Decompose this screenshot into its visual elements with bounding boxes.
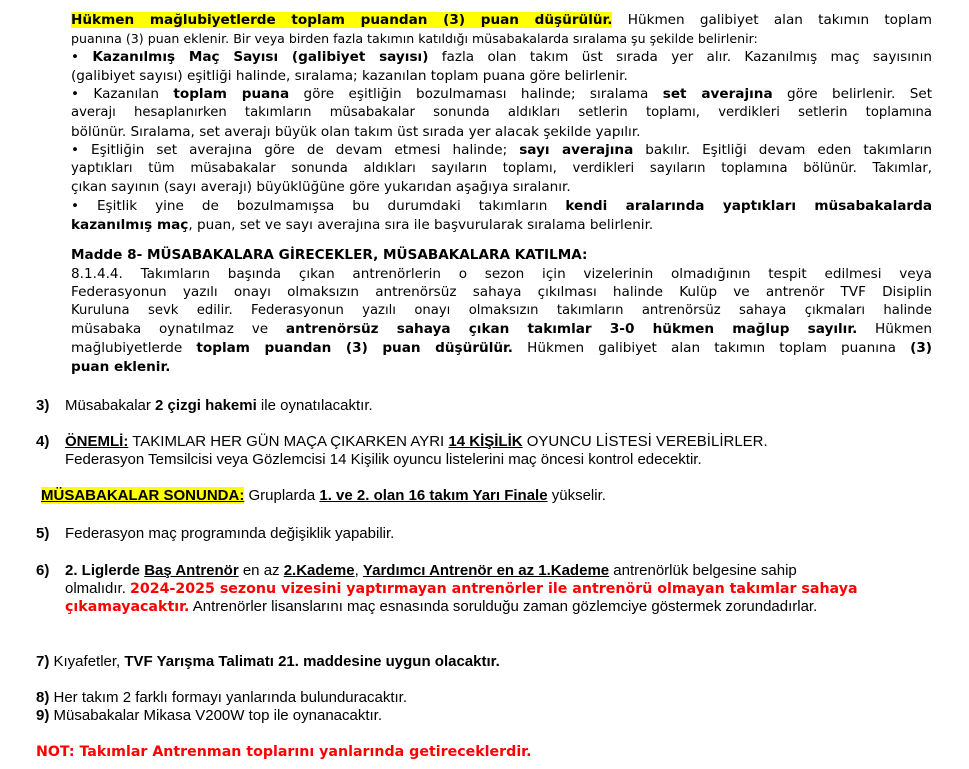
madde8-line-6: puan eklenir. (71, 358, 171, 375)
end-of-matches: MÜSABAKALAR SONUNDA: Gruplarda 1. ve 2. olan 16 takım Yarı Finale yükselir. (41, 487, 606, 504)
item-6-line-2: olmalıdır. 2024-2025 sezonu vizesini yaptırmayan antrenörler ile antrenörü olmayan takımlar sahaya (65, 580, 858, 597)
end-of-matches-label: MÜSABAKALAR SONUNDA: (41, 487, 245, 504)
madde8-line-1: 8.1.4.4. Takımların başında çıkan antrenörlerin o sezon için vizelerinin olmadığının tespit edilmesi veya (71, 265, 932, 282)
item-4-line-2: Federasyon Temsilcisi veya Gözlemcisi 14 Kişilik oyuncu listelerini maç öncesi kontrol edecektir. (65, 451, 702, 468)
item-6-line-3: çıkamayacaktır. Antrenörler lisanslarını maç esnasında sorulduğu zaman gözlemciye göstermek zorundadırlar. (65, 598, 818, 615)
item-5: 5) Federasyon maç programında değişiklik yapabilir. (36, 525, 395, 542)
note-text: NOT: Takımlar Antrenman toplarını yanlarında getireceklerdir. (36, 744, 532, 760)
ranking-line-12: kazanılmış maç, puan, set ve sayı averajına sıra ile başvurularak sıralama belirlenir. (71, 216, 654, 233)
item-4: 4) ÖNEMLİ: TAKIMLAR HER GÜN MAÇA ÇIKARKEN AYRI 14 KİŞİLİK OYUNCU LİSTESİ VEREBİLİRLER. (36, 433, 768, 450)
ranking-line-4: (galibiyet sayısı) eşitliği halinde, sıralama; kazanılan toplam puana göre belirlenir. (71, 67, 628, 84)
ranking-rules-block (71, 11, 932, 234)
item-6: 6) 2. Liglerde Baş Antrenör en az 2.Kademe, Yardımcı Antrenör en az 1.Kademe antrenörlük belgesine sahip (36, 562, 797, 579)
ranking-line-8: • Eşitliğin set averajına göre de devam etmesi halinde; sayı averajına bakılır. Eşitliği devam eden takımların (71, 142, 932, 159)
ranking-line-10: çıkan sayının (sayı averajı) büyüklüğüne göre yukarıdan aşağıya sıralanır. (71, 179, 571, 196)
ranking-line-3: • Kazanılmış Maç Sayısı (galibiyet sayısı) fazla olan takım üst sırada yer alır. Kazanılmış maç sayısının (71, 49, 933, 66)
ranking-line-11: • Eşitlik yine de bozulmamışsa bu durumdaki takımların kendi aralarında yaptıkları müsabakalarda (71, 197, 933, 214)
item-7: 7) Kıyafetler, TVF Yarışma Talimatı 21. maddesine uygun olacaktır. (36, 653, 500, 670)
madde8-title: Madde 8- MÜSABAKALARA GİRECEKLER, MÜSABAKALARA KATILMA: (71, 247, 588, 263)
ranking-line-5: • Kazanılan toplam puana göre eşitliğin bozulmaması halinde; sıralama set averajına göre belirlenir. Set (71, 86, 933, 103)
item-9: 9) Müsabakalar Mikasa V200W top ile oynanacaktır. (36, 707, 383, 724)
item-3: 3) Müsabakalar 2 çizgi hakemi ile oynatılacaktır. (36, 397, 373, 414)
ranking-line-2: puanına (3) puan eklenir. Bir veya birden fazla takımın katıldığı müsabakalarda sıralama şu şekilde belirlenir: (71, 30, 758, 46)
madde8-line-4: müsabaka oynatılmaz ve antrenörsüz sahaya çıkan takımlar 3-0 hükmen mağlup sayılır. Hükmen (71, 321, 932, 338)
ranking-line-6: averajı hesaplanırken takımların müsabakalar sonunda aldıkları setlerin toplamı, verdikleri setlerin toplamına (71, 104, 932, 120)
item-8: 8) Her takım 2 farklı formayı yanlarında bulunduracaktır. (36, 689, 407, 706)
important-label: ÖNEMLİ: (65, 433, 129, 450)
madde8-line-5: mağlubiyetlerde toplam puandan (3) puan düşürülür. Hükmen galibiyet alan takımın toplam puanına (3) (71, 339, 933, 356)
madde8-line-2: Federasyonun yazılı onayı olmaksızın antrenörsüz sahaya çıkılması halinde Kulüp ve antrenör TVF Disiplin (71, 284, 932, 301)
ranking-line-7: bölünür. Sıralama, set averajı büyük olan takım üst sırada yer alacak şekilde yapılır. (71, 123, 641, 140)
ranking-line-9: yaptıkları tüm müsabakalar sonunda aldıkları sayıların toplamı, verdikleri sayıların toplamına bölünür. Takımlar, (71, 160, 932, 176)
madde8-line-3: Kuruluna sevk edilir. Federasyonun yazılı onayı olmaksızın takımların antrenörsüz sahaya çıkmaları halinde (71, 302, 932, 318)
madde8-block (71, 246, 932, 376)
ranking-line-1: Hükmen mağlubiyetlerde toplam puandan (3) puan düşürülür. Hükmen galibiyet alan takımın toplam (71, 12, 932, 28)
